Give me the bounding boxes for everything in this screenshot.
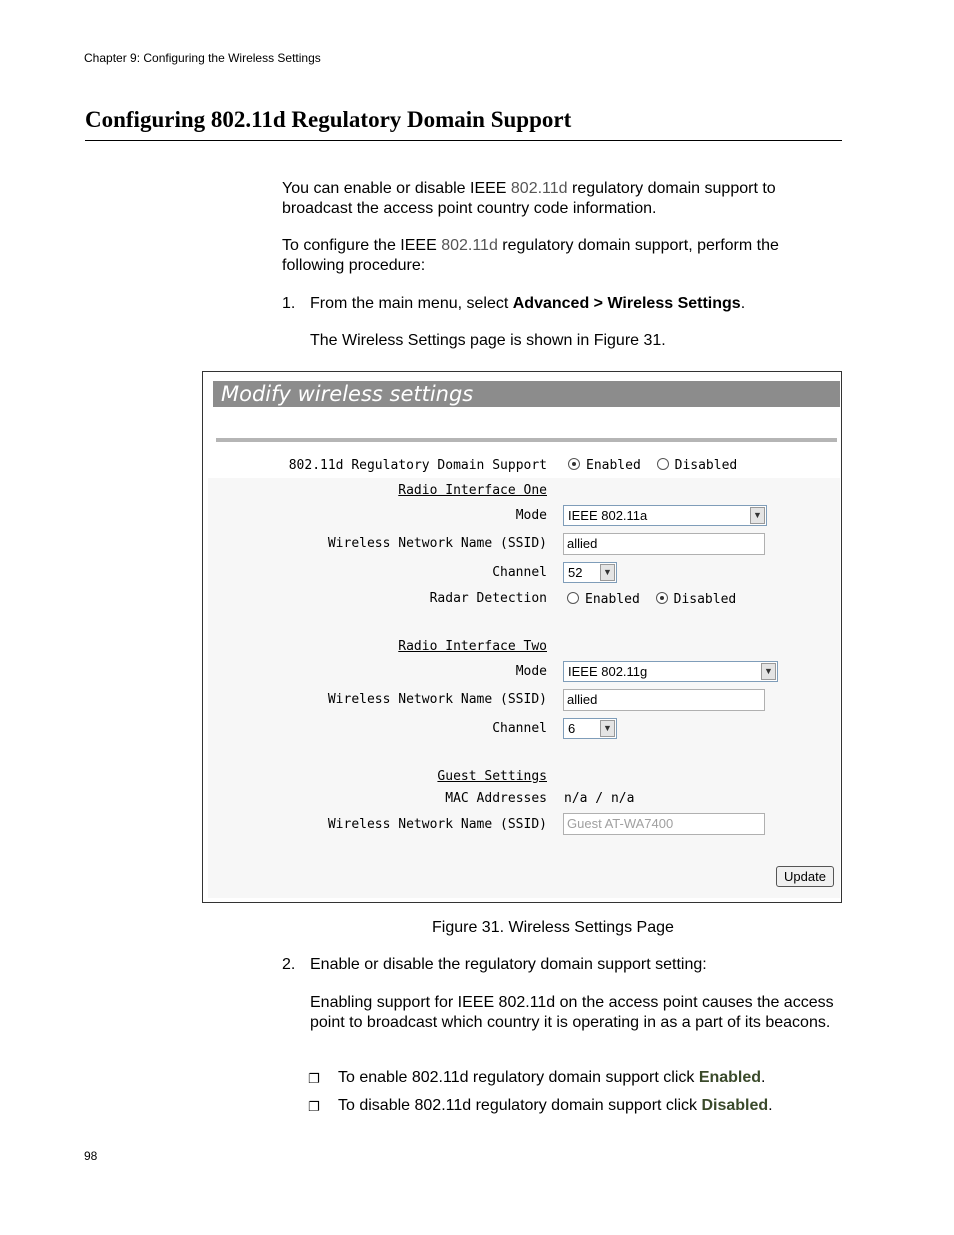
radio-one-ssid-label: Wireless Network Name (SSID) — [327, 536, 547, 551]
radio-two-mode-select[interactable]: IEEE 802.11g ▼ — [563, 661, 778, 682]
radio-two-ssid-input[interactable]: allied — [563, 689, 765, 711]
chevron-down-icon: ▼ — [600, 564, 615, 581]
step-number: 2. — [282, 956, 296, 973]
regulatory-enabled-radio[interactable] — [568, 458, 580, 470]
radar-enabled-radio[interactable] — [567, 592, 579, 604]
step-2-paragraph: Enabling support for IEEE 802.11d on the access point causes the access point to broadcast which country it is operating in as a part of its beacons. — [310, 994, 834, 1031]
radio-two-ssid-label: Wireless Network Name (SSID) — [327, 692, 547, 707]
section-title: Configuring 802.11d Regulatory Domain Support — [85, 107, 842, 141]
radio-two-channel-label: Channel — [492, 721, 547, 736]
wireless-settings-figure — [202, 371, 842, 903]
guest-settings-heading: Guest Settings — [437, 769, 547, 784]
step-2-text: Enable or disable the regulatory domain support setting: — [310, 956, 707, 973]
radio-two-heading: Radio Interface Two — [398, 639, 547, 654]
radio-one-channel-select[interactable]: 52 ▼ — [563, 562, 617, 583]
divider — [216, 438, 837, 442]
guest-ssid-input: Guest AT-WA7400 — [563, 813, 765, 835]
radar-disabled-radio[interactable] — [656, 592, 668, 604]
chevron-down-icon: ▼ — [600, 720, 615, 737]
radio-one-mode-label: Mode — [515, 508, 547, 523]
checkbox-bullet-icon: ❐ — [308, 1071, 320, 1086]
page-number: 98 — [84, 1149, 98, 1163]
radio-two-channel-select[interactable]: 6 ▼ — [563, 718, 617, 739]
bullet-enable: To enable 802.11d regulatory domain support click Enabled. — [338, 1069, 766, 1086]
ieee-link[interactable]: 802.11d — [510, 180, 568, 197]
mac-addresses-value: n/a / n/a — [564, 791, 635, 806]
radar-detection-label: Radar Detection — [429, 591, 547, 606]
step-1-text: From the main menu, select Advanced > Wireless Settings. — [310, 295, 746, 312]
checkbox-bullet-icon: ❐ — [308, 1099, 320, 1114]
intro-paragraph-2: To configure the IEEE 802.11d regulatory domain support, perform the following procedure: — [282, 237, 779, 274]
update-button[interactable]: Update — [776, 866, 834, 887]
regulatory-radios: Enabled Disabled — [568, 458, 745, 473]
step-number: 1. — [282, 295, 296, 312]
radio-one-heading: Radio Interface One — [398, 483, 547, 498]
figure-caption: Figure 31. Wireless Settings Page — [432, 919, 674, 936]
intro-paragraph-1: You can enable or disable IEEE 802.11d regulatory domain support to broadcast the access point country code information. — [282, 180, 776, 217]
chevron-down-icon: ▼ — [750, 507, 765, 524]
guest-ssid-label: Wireless Network Name (SSID) — [327, 817, 547, 832]
chapter-header: Chapter 9: Configuring the Wireless Settings — [84, 51, 321, 65]
radar-radios: Enabled Disabled — [567, 592, 744, 607]
chevron-down-icon: ▼ — [761, 663, 776, 680]
regulatory-disabled-radio[interactable] — [657, 458, 669, 470]
ieee-link[interactable]: 802.11d — [441, 237, 498, 254]
radio-one-ssid-input[interactable]: allied — [563, 533, 765, 555]
regulatory-label: 802.11d Regulatory Domain Support — [288, 458, 547, 473]
figure-header: Modify wireless settings — [213, 381, 840, 407]
bullet-disable: To disable 802.11d regulatory domain support click Disabled. — [338, 1097, 773, 1114]
step-1-note: The Wireless Settings page is shown in Figure 31. — [310, 332, 666, 349]
mac-addresses-label: MAC Addresses — [445, 791, 547, 806]
radio-two-mode-label: Mode — [515, 664, 547, 679]
radio-one-mode-select[interactable]: IEEE 802.11a ▼ — [563, 505, 767, 526]
radio-one-channel-label: Channel — [492, 565, 547, 580]
